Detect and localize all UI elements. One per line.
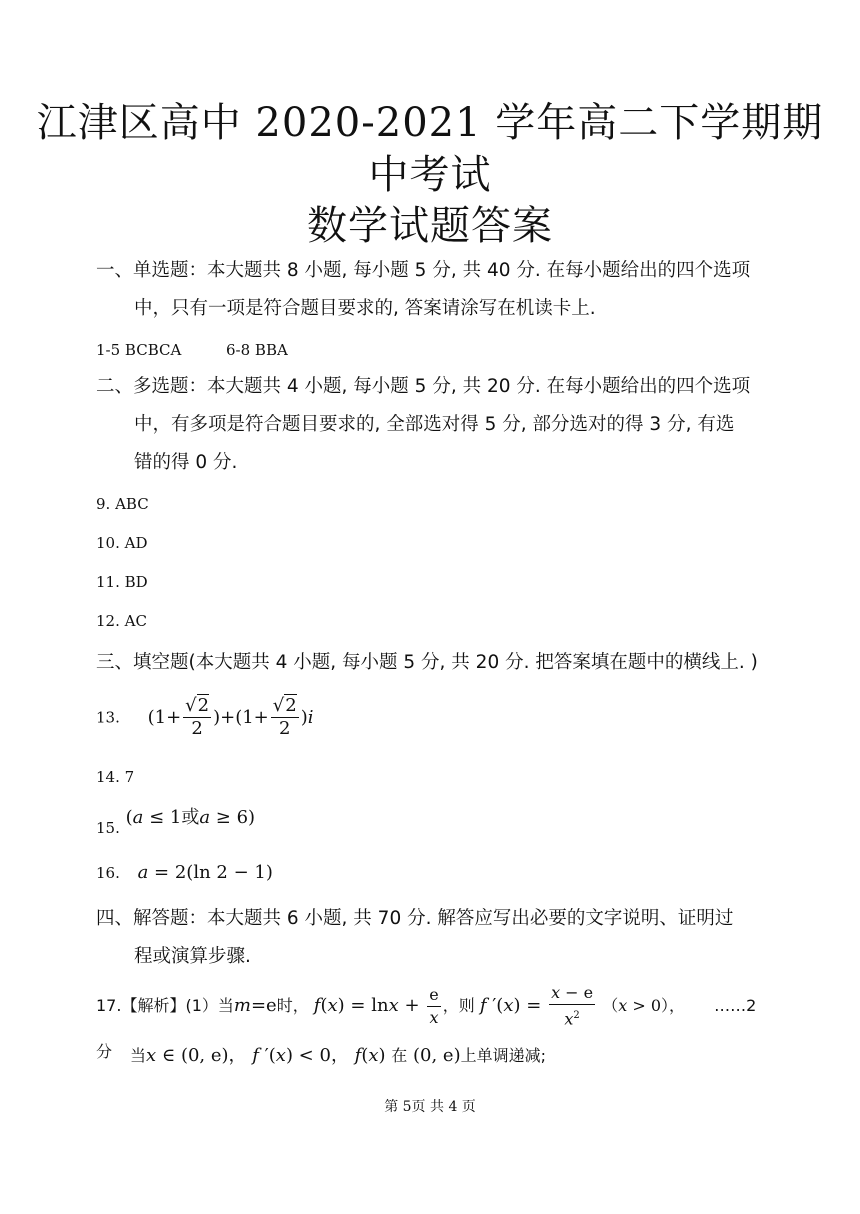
q17-score: ……2 分 <box>96 996 757 1062</box>
q17-then: ，则 <box>442 996 475 1016</box>
q17-f-def: f(x) = lnx + $\frac{e}{x}$ <box>313 984 439 1027</box>
answer-q11: 11. BD <box>96 573 148 591</box>
section-solutions <box>96 900 776 976</box>
answer-q10: 10. AD <box>96 534 148 552</box>
q17-label: 17.【解析】(1）当 <box>96 996 234 1016</box>
title-line-2: 中考试 <box>368 152 492 198</box>
q16-number: 16. <box>96 864 120 882</box>
section-4-heading-cont: 程或演算步骤. <box>134 946 251 967</box>
section-2-heading-cont-2: 错的得 0 分. <box>134 452 238 473</box>
section-2-heading: 二、多选题：本大题共 4 小题, 每小题 5 分, 共 20 分. 在每小题给出的四个选项 <box>96 376 751 397</box>
q17-line-1: 17.【解析】(1）当m=e时， f(x) = lnx + $\frac{e}{x}$ ，则 f ′(x) = $\frac{x - e}{x^2}$ （x > 0）， ……2 分 <box>96 983 757 1062</box>
q17-when: 时， <box>276 996 309 1016</box>
section-4-heading: 四、解答题：本大题共 6 小题, 共 70 分. 解答应写出必要的文字说明、证明过 <box>96 908 734 929</box>
answers-6-8: 6-8 BBA <box>226 341 288 359</box>
answer-q15 <box>96 806 256 837</box>
title-line-1: 江津区高中 2020-2021 学年高二下学期期 <box>36 100 824 146</box>
answer-q12: 12. AC <box>96 612 147 630</box>
q17-m-eq-e: m <box>233 995 251 1017</box>
q17-line-2: 当x ∈ (0, e)， f ′(x) < 0， f(x) 在 (0, e)上单调递减; <box>130 1045 547 1066</box>
q15-formula: (a ≤ 1或a ≥ 6) <box>125 807 256 828</box>
q17-line2-when: 当 <box>130 1046 147 1065</box>
q15-number: 15. <box>96 819 120 837</box>
section-3-heading: 三、填空题(本大题共 4 小题, 每小题 5 分, 共 20 分. 把答案填在题中的横线上. ) <box>96 652 758 673</box>
section-1-heading-cont: 中，只有一项是符合题目要求的, 答案请涂写在机读卡上. <box>134 298 596 319</box>
section-multiple-choice <box>96 368 776 482</box>
answer-q13 <box>96 695 314 740</box>
q16-formula: a = 2(ln 2 − 1) <box>137 862 273 883</box>
section-fill-in <box>96 644 796 682</box>
q17-line2-end: 上单调递减; <box>460 1046 547 1065</box>
page-footer: 第 5页 共 4 页 <box>384 1099 476 1115</box>
q13-number: 13. <box>96 708 120 727</box>
title-line-3: 数学试题答案 <box>307 203 553 249</box>
q17-f-prime: f ′(x) = $\frac{x - e}{x^2}$ <box>479 983 594 1029</box>
section-1-heading: 一、单选题：本大题共 8 小题, 每小题 5 分, 共 40 分. 在每小题给出的四个选项 <box>96 260 751 281</box>
section-single-choice <box>96 252 776 328</box>
answer-q9: 9. ABC <box>96 495 149 513</box>
section-2-heading-cont: 中，有多项是符合题目要求的, 全部选对得 5 分, 部分选对的得 3 分, 有选 <box>134 414 735 435</box>
q13-formula: (1+ $\frac{√2}{2}$ )+(1+ $\frac{√2}{2}$ )i <box>147 695 314 739</box>
q17-domain: （x > 0）， <box>602 996 686 1016</box>
answer-q14: 14. 7 <box>96 768 135 786</box>
answers-1-5: 1-5 BCBCA <box>96 341 182 359</box>
answer-q16 <box>96 861 273 885</box>
